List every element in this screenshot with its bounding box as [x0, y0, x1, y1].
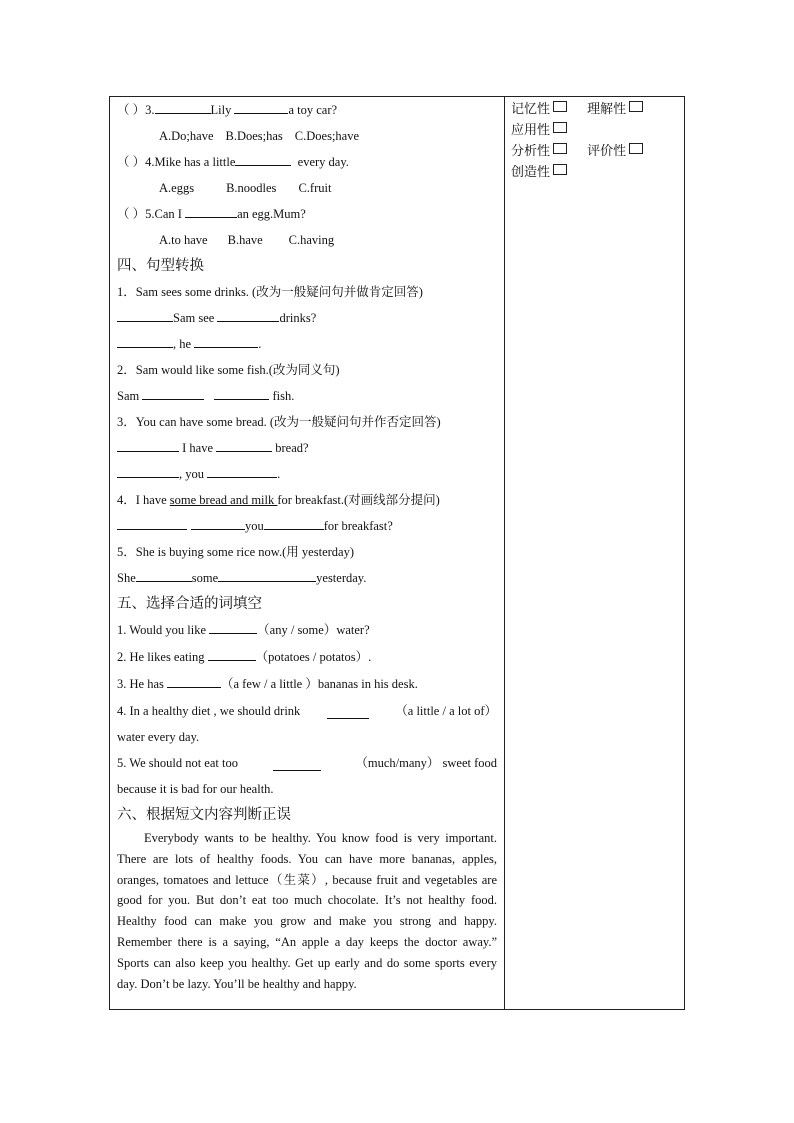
s4-q3-answer-line-1: I have bread?: [117, 435, 497, 461]
s4-q4-answer-line: you for breakfast?: [117, 513, 497, 539]
blank[interactable]: [167, 676, 221, 688]
s5-q5-cont: because it is bad for our health.: [117, 782, 274, 796]
blank[interactable]: [273, 759, 321, 771]
question-4-options: A.eggs B.noodles C.fruit: [159, 181, 332, 195]
blank[interactable]: [218, 570, 316, 582]
section-4-title: 四、句型转换: [117, 258, 204, 274]
blank[interactable]: [216, 440, 272, 452]
question-column: [110, 97, 505, 1009]
blank[interactable]: [208, 649, 256, 661]
blank[interactable]: [117, 440, 179, 452]
rubric-understanding-label: 理解性: [587, 102, 627, 117]
rubric-application-label: 应用性: [511, 123, 551, 138]
blank[interactable]: [136, 570, 192, 582]
creation-checkbox[interactable]: [553, 164, 567, 175]
blank[interactable]: [209, 622, 257, 634]
blank[interactable]: [185, 206, 237, 218]
s4-q1: 1．Sam sees some drinks. (改为一般疑问句并做肯定回答): [117, 285, 423, 299]
s5-q4: 4. In a healthy diet , we should drink （a little / a lot of）: [117, 704, 497, 718]
blank[interactable]: [142, 388, 204, 400]
s5-q2: 2. He likes eating （potatoes / potatos）.: [117, 650, 372, 664]
blank[interactable]: [155, 102, 211, 114]
rubric-memory-label: 记忆性: [511, 102, 551, 117]
rubric-creation-label: 创造性: [511, 165, 551, 180]
rubric-evaluation-label: 评价性: [587, 144, 627, 159]
question-3-options: A.Do;have B.Does;has C.Does;have: [159, 129, 360, 143]
s4-q1-answer-line-1: Sam see drinks?: [117, 305, 497, 331]
blank[interactable]: [234, 102, 288, 114]
rubric-row-3: [511, 141, 684, 162]
s4-q3: 3．You can have some bread. (改为一般疑问句并作否定回答): [117, 415, 441, 429]
section-5-title: 五、选择合适的词填空: [117, 596, 262, 612]
blank[interactable]: [214, 388, 269, 400]
s5-q1: 1. Would you like （any / some）water?: [117, 623, 370, 637]
s4-q1-answer-line-2: , he .: [117, 331, 497, 357]
blank[interactable]: [264, 518, 324, 530]
blank[interactable]: [117, 518, 187, 530]
question-4: （ ）4.Mike has a little every day.: [117, 155, 349, 169]
rubric-row-2: [511, 120, 684, 141]
rubric-row-4: [511, 162, 684, 183]
s4-q2-answer-line: Sam fish.: [117, 389, 295, 403]
analysis-checkbox[interactable]: [553, 143, 567, 154]
blank[interactable]: [117, 466, 179, 478]
section-6-title: 六、根据短文内容判断正误: [117, 807, 291, 823]
question-5-options: A.to have B.have C.having: [159, 233, 335, 247]
blank[interactable]: [191, 518, 245, 530]
blank[interactable]: [117, 310, 173, 322]
blank[interactable]: [194, 336, 258, 348]
question-5: （ ）5.Can I an egg.Mum?: [117, 207, 306, 221]
question-3: （ ）3. Lily a toy car?: [117, 103, 338, 117]
reading-passage: Everybody wants to be healthy. You know food is very important. There are lots of healthy foods. You can have more bananas, apples, oranges, tomatoes and lettuce（生菜）, because fruit and vegetables are good for you. But don’t eat too much chocolate. It’s not healthy food. Healthy food can make you grow and make you strong and happy. Remember there is a saying, “An apple a day keeps the doctor away.” Sports can also keep you healthy. Get up early and do some sports every day. Don’t be lazy. You’ll be healthy and happy.: [117, 831, 497, 991]
ability-rubric-column: [505, 97, 684, 1009]
worksheet-table: [109, 96, 685, 1010]
blank[interactable]: [207, 466, 277, 478]
rubric-row-1: [511, 99, 684, 120]
blank[interactable]: [117, 336, 173, 348]
blank[interactable]: [217, 310, 279, 322]
s4-q5: 5．She is buying some rice now.(用 yesterday): [117, 545, 354, 559]
s4-q3-answer-line-2: , you .: [117, 461, 497, 487]
blank[interactable]: [327, 707, 369, 719]
s5-q3: 3. He has （a few / a little ）bananas in his desk.: [117, 677, 418, 691]
s4-q5-answer-line: She some yesterday.: [117, 571, 367, 585]
s4-q2: 2．Sam would like some fish.(改为同义句): [117, 363, 340, 377]
application-checkbox[interactable]: [553, 122, 567, 133]
s5-q4-cont: water every day.: [117, 730, 200, 744]
blank[interactable]: [235, 154, 291, 166]
rubric-analysis-label: 分析性: [511, 144, 551, 159]
memory-checkbox[interactable]: [553, 101, 567, 112]
s5-q5: 5. We should not eat too （much/many） sweet food: [117, 756, 497, 770]
understanding-checkbox[interactable]: [629, 101, 643, 112]
s4-q4: 4．I have some bread and milk for breakfast.(对画线部分提问): [117, 493, 440, 507]
evaluation-checkbox[interactable]: [629, 143, 643, 154]
